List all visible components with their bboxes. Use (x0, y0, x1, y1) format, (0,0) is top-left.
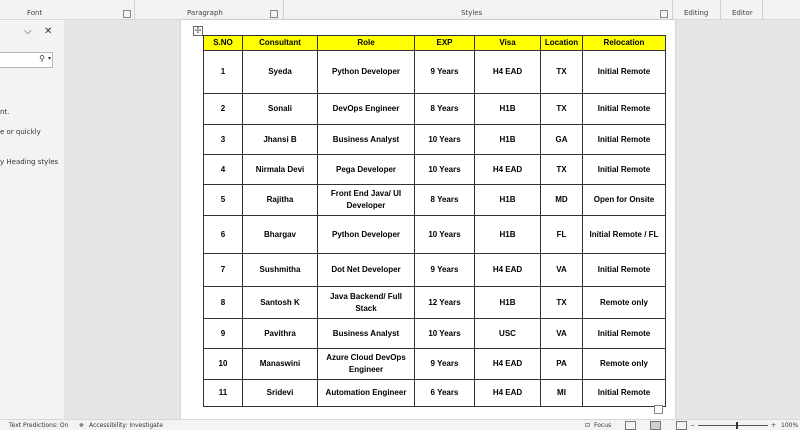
sno-cell[interactable]: 1 (204, 51, 243, 94)
location-cell[interactable]: TX (541, 287, 583, 319)
consultant-cell[interactable]: Rajitha (243, 185, 318, 216)
focus-icon: ⊡ (585, 422, 591, 429)
location-cell[interactable]: TX (541, 155, 583, 185)
sno-cell[interactable]: 5 (204, 185, 243, 216)
location-cell[interactable]: TX (541, 51, 583, 94)
relocation-cell[interactable]: Initial Remote (583, 125, 666, 155)
role-cell[interactable]: Business Analyst (318, 319, 415, 349)
ribbon (0, 0, 800, 20)
pane-options-chevron-icon[interactable]: ⌵ (24, 26, 32, 37)
sno-cell[interactable]: 7 (204, 254, 243, 287)
exp-cell[interactable]: 6 Years (415, 380, 475, 407)
table-row (204, 319, 666, 349)
table-row (204, 51, 666, 94)
navigation-search-input[interactable] (0, 52, 53, 68)
location-cell[interactable]: TX (541, 94, 583, 125)
ribbon-separator (134, 0, 135, 19)
exp-cell[interactable]: 10 Years (415, 125, 475, 155)
consultant-cell[interactable]: Sonali (243, 94, 318, 125)
ribbon-group-editing[interactable]: Editing (684, 9, 709, 17)
ribbon-separator (283, 0, 284, 19)
exp-cell[interactable]: 9 Years (415, 254, 475, 287)
nav-hint-text: y Heading styles (0, 158, 59, 166)
table-row (204, 349, 666, 380)
accessibility-icon: ⛯ (79, 422, 84, 429)
consultant-cell[interactable]: Manaswini (243, 349, 318, 380)
navigation-pane (0, 20, 65, 419)
table-row (204, 254, 666, 287)
focus-mode-button[interactable]: Focus (594, 422, 612, 429)
consultant-cell[interactable]: Santosh K (243, 287, 318, 319)
visa-cell[interactable]: H4 EAD (475, 349, 541, 380)
visa-cell[interactable]: H1B (475, 216, 541, 254)
role-cell[interactable]: Python Developer (318, 51, 415, 94)
visa-cell[interactable]: H4 EAD (475, 51, 541, 94)
exp-cell[interactable]: 8 Years (415, 185, 475, 216)
ribbon-separator (672, 0, 673, 19)
zoom-slider[interactable] (698, 425, 768, 426)
relocation-cell[interactable]: Initial Remote (583, 51, 666, 94)
relocation-cell[interactable]: Initial Remote (583, 94, 666, 125)
sno-cell[interactable]: 6 (204, 216, 243, 254)
visa-cell[interactable]: H4 EAD (475, 155, 541, 185)
exp-cell[interactable]: 8 Years (415, 94, 475, 125)
role-cell[interactable]: Azure Cloud DevOps Engineer (318, 349, 415, 380)
ribbon-group-font: Font (27, 9, 43, 17)
role-cell[interactable]: Python Developer (318, 216, 415, 254)
role-cell[interactable]: Business Analyst (318, 125, 415, 155)
location-cell[interactable]: MD (541, 185, 583, 216)
column-header[interactable]: Role (318, 36, 415, 51)
relocation-cell[interactable]: Remote only (583, 287, 666, 319)
table-row (204, 155, 666, 185)
ribbon-group-styles: Styles (461, 9, 483, 17)
table-row (204, 94, 666, 125)
table-row (204, 380, 666, 407)
zoom-in-button[interactable]: + (771, 422, 777, 429)
column-header[interactable]: S.NO (204, 36, 243, 51)
zoom-out-button[interactable]: − (690, 422, 696, 429)
consultant-cell[interactable]: Nirmala Devi (243, 155, 318, 185)
exp-cell[interactable]: 10 Years (415, 319, 475, 349)
table-move-handle-icon[interactable]: ✢ (194, 26, 202, 35)
visa-cell[interactable]: H1B (475, 287, 541, 319)
visa-cell[interactable]: H1B (475, 125, 541, 155)
exp-cell[interactable]: 12 Years (415, 287, 475, 319)
sno-cell[interactable]: 2 (204, 94, 243, 125)
consultant-table (203, 35, 666, 407)
relocation-cell[interactable]: Remote only (583, 349, 666, 380)
visa-cell[interactable]: H1B (475, 185, 541, 216)
exp-cell[interactable]: 9 Years (415, 51, 475, 94)
column-header[interactable]: Relocation (583, 36, 666, 51)
table-row (204, 125, 666, 155)
role-cell[interactable]: Dot Net Developer (318, 254, 415, 287)
visa-cell[interactable]: USC (475, 319, 541, 349)
column-header[interactable]: EXP (415, 36, 475, 51)
relocation-cell[interactable]: Initial Remote (583, 380, 666, 407)
sno-cell[interactable]: 8 (204, 287, 243, 319)
column-header[interactable]: Consultant (243, 36, 318, 51)
location-cell[interactable]: VA (541, 254, 583, 287)
status-bar (0, 419, 800, 430)
relocation-cell[interactable]: Initial Remote (583, 319, 666, 349)
paragraph-dialog-launcher-icon[interactable] (270, 10, 278, 18)
role-cell[interactable]: DevOps Engineer (318, 94, 415, 125)
table-row (204, 287, 666, 319)
role-cell[interactable]: Front End Java/ UI Developer (318, 185, 415, 216)
zoom-slider-thumb[interactable] (736, 422, 738, 429)
column-header[interactable]: Location (541, 36, 583, 51)
text-predictions-status[interactable]: Text Predictions: On (9, 422, 69, 429)
sno-cell[interactable]: 4 (204, 155, 243, 185)
location-cell[interactable]: FL (541, 216, 583, 254)
sno-cell[interactable]: 9 (204, 319, 243, 349)
exp-cell[interactable]: 10 Years (415, 216, 475, 254)
relocation-cell[interactable]: Initial Remote (583, 155, 666, 185)
table-row (204, 185, 666, 216)
relocation-cell[interactable]: Initial Remote / FL (583, 216, 666, 254)
role-cell[interactable]: Automation Engineer (318, 380, 415, 407)
consultant-cell[interactable]: Sushmitha (243, 254, 318, 287)
accessibility-status[interactable]: Accessibility: Investigate (89, 422, 163, 429)
ribbon-separator (762, 0, 763, 19)
consultant-cell[interactable]: Syeda (243, 51, 318, 94)
close-pane-icon[interactable]: ✕ (44, 26, 53, 37)
search-options-chevron-icon[interactable]: ▾ (47, 56, 51, 62)
consultant-cell[interactable]: Jhansi B (243, 125, 318, 155)
visa-cell[interactable]: H4 EAD (475, 380, 541, 407)
consultant-cell[interactable]: Pavithra (243, 319, 318, 349)
table-row (204, 216, 666, 254)
visa-cell[interactable]: H4 EAD (475, 254, 541, 287)
visa-cell[interactable]: H1B (475, 94, 541, 125)
location-cell[interactable]: MI (541, 380, 583, 407)
location-cell[interactable]: PA (541, 349, 583, 380)
ribbon-group-paragraph: Paragraph (187, 9, 223, 17)
table-resize-handle-icon[interactable] (654, 405, 663, 414)
exp-cell[interactable]: 10 Years (415, 155, 475, 185)
relocation-cell[interactable]: Initial Remote (583, 254, 666, 287)
location-cell[interactable]: GA (541, 125, 583, 155)
ribbon-separator (720, 0, 721, 19)
table-header-row (204, 36, 666, 51)
sno-cell[interactable]: 11 (204, 380, 243, 407)
column-header[interactable]: Visa (475, 36, 541, 51)
location-cell[interactable]: VA (541, 319, 583, 349)
consultant-cell[interactable]: Bhargav (243, 216, 318, 254)
font-dialog-launcher-icon[interactable] (123, 10, 131, 18)
search-icon[interactable]: ⚲ (39, 54, 45, 63)
consultant-cell[interactable]: Sridevi (243, 380, 318, 407)
styles-dialog-launcher-icon[interactable] (660, 10, 668, 18)
nav-hint-text: nt. (0, 108, 10, 116)
sno-cell[interactable]: 10 (204, 349, 243, 380)
relocation-cell[interactable]: Open for Onsite (583, 185, 666, 216)
role-cell[interactable]: Java Backend/ Full Stack (318, 287, 415, 319)
exp-cell[interactable]: 9 Years (415, 349, 475, 380)
role-cell[interactable]: Pega Developer (318, 155, 415, 185)
sno-cell[interactable]: 3 (204, 125, 243, 155)
ribbon-group-editor[interactable]: Editor (732, 9, 753, 17)
nav-hint-text: e or quickly (0, 128, 41, 136)
zoom-level[interactable]: 100% (781, 422, 799, 429)
